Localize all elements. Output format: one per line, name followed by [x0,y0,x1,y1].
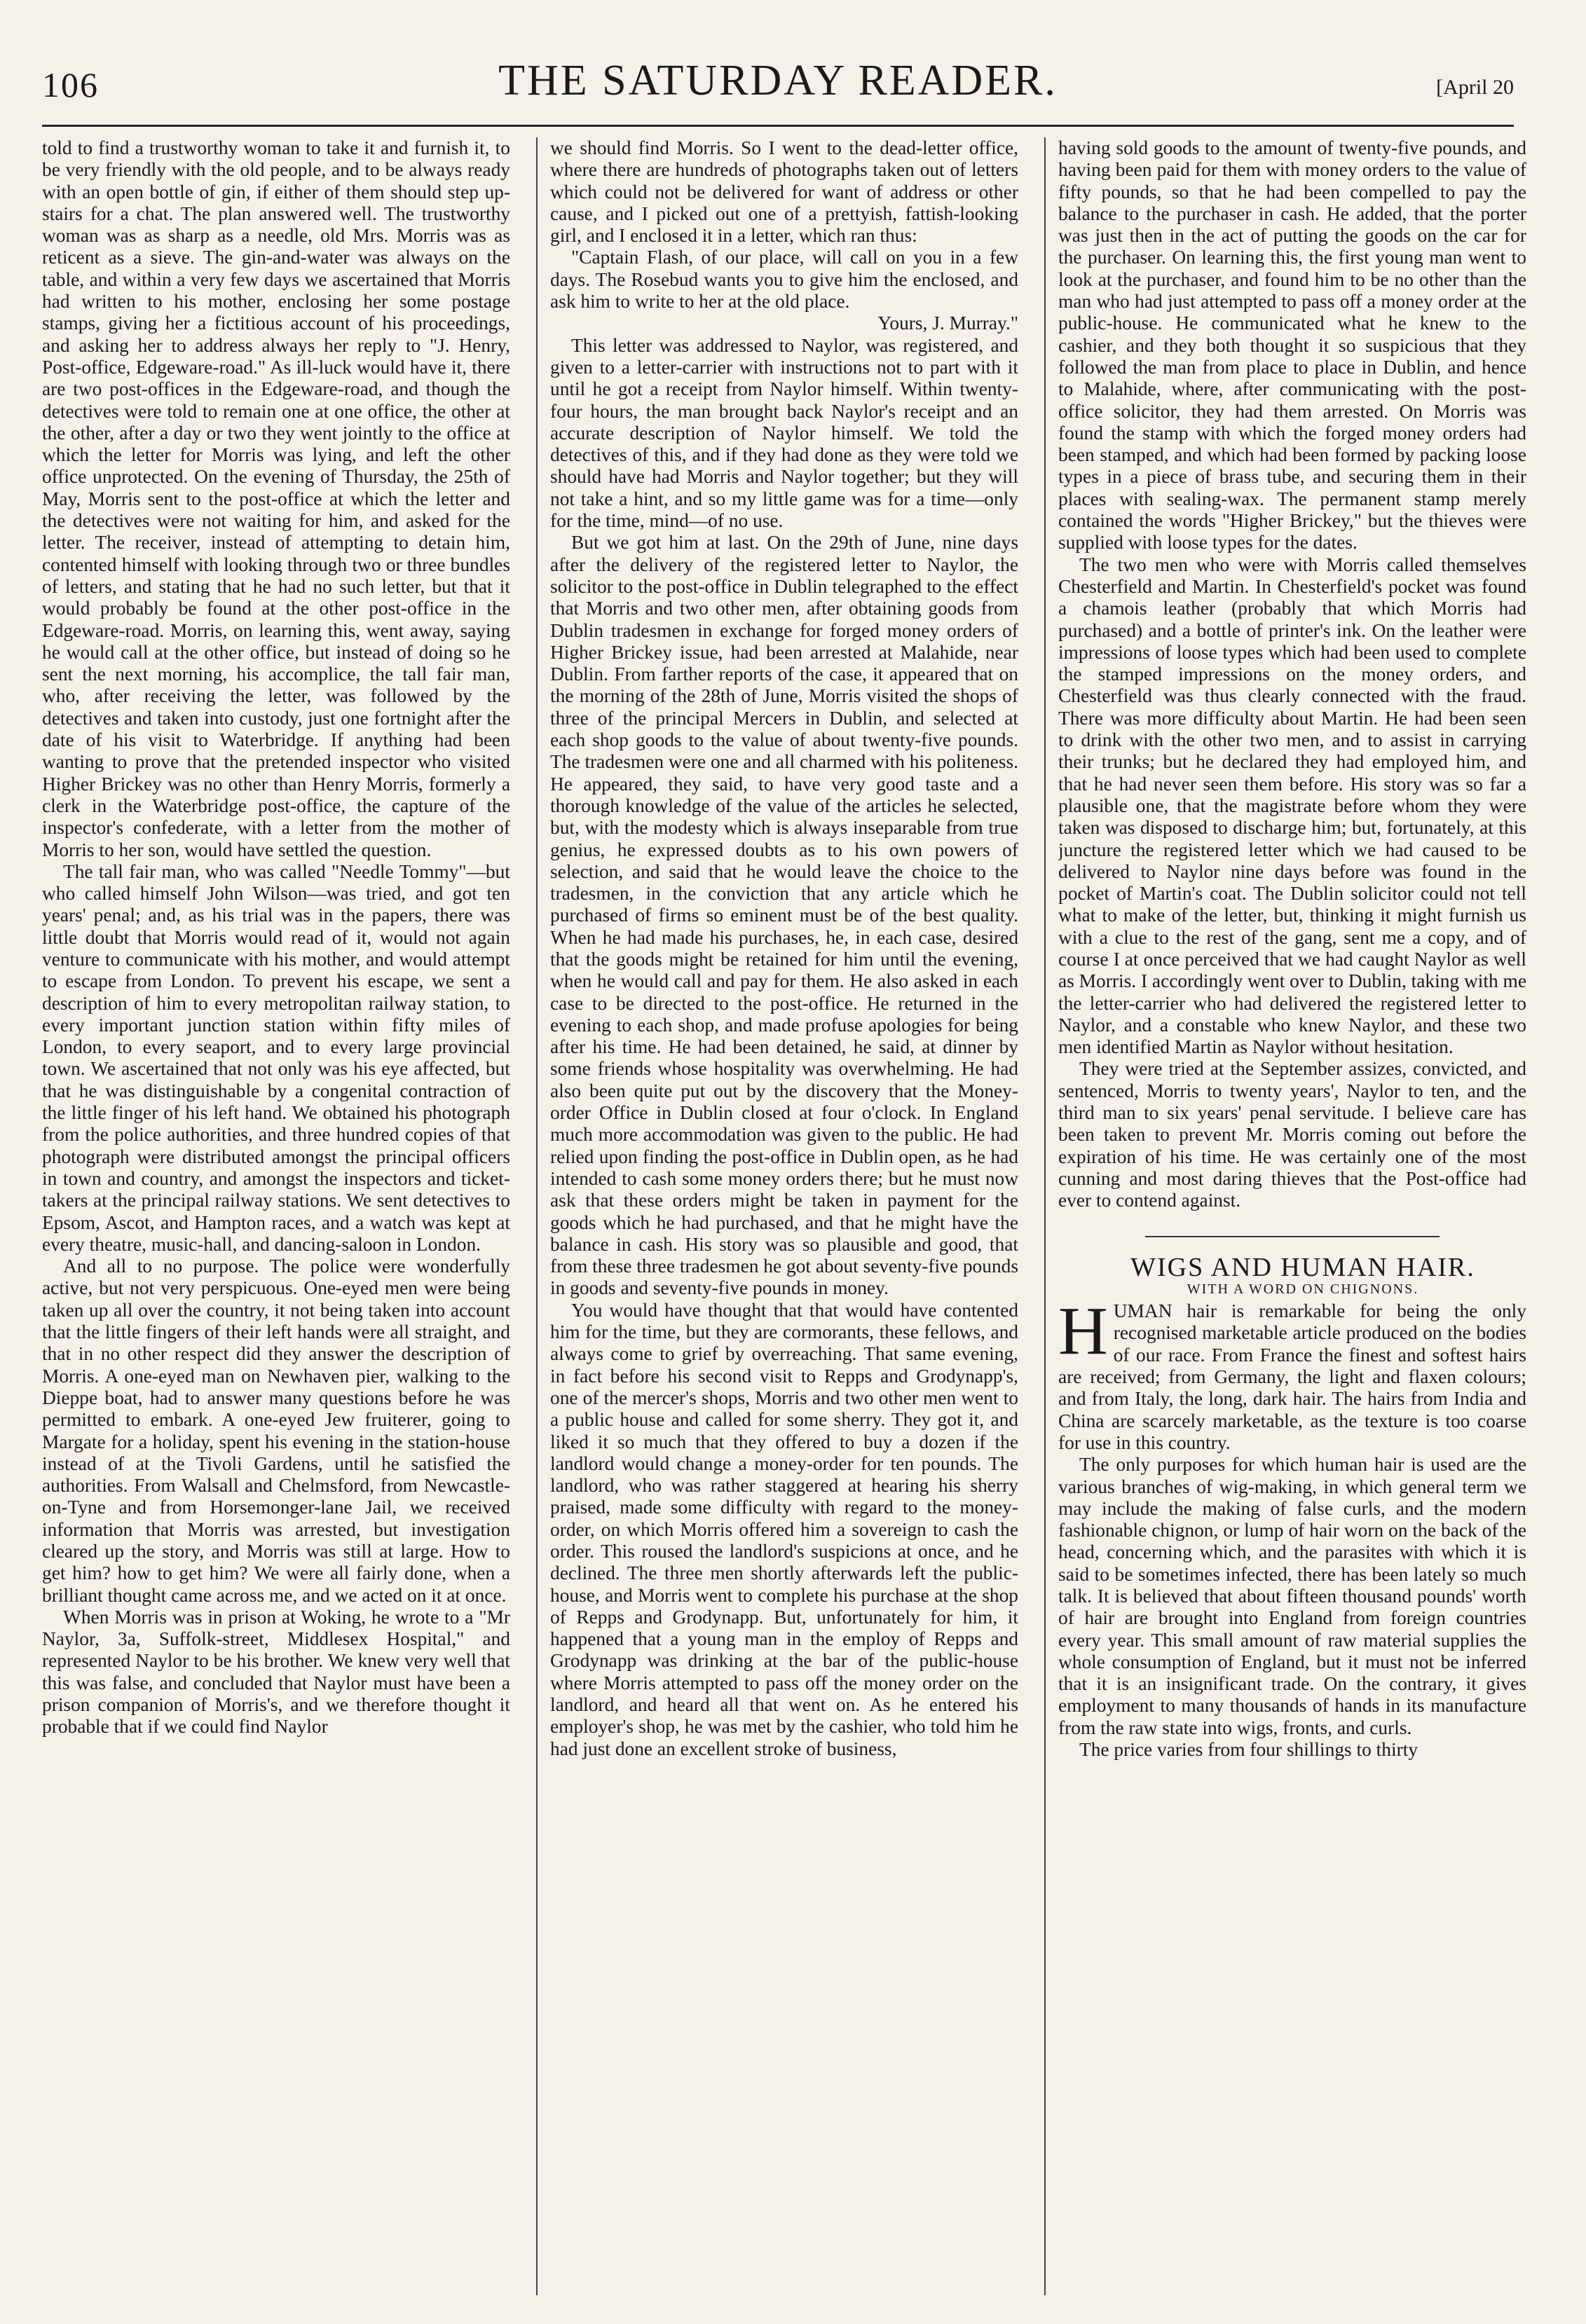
paragraph: This letter was addressed to Naylor, was registered, and given to a letter-carrier with instructions not to part with it until he got a receipt from Naylor himself. Within twenty-four hours, the man brought back Naylor's receipt and an accurate description of Naylor himself. We told the detectives of this, and if they had done as they were told we should have had Morris and Naylor together; but they will not take a hint, and so my little game was for a time—only for the time, mind—of no use. [550,334,1018,532]
column-divider [536,137,538,2295]
column-3 [1058,137,1526,2295]
publication-title: THE SATURDAY READER. [498,57,1058,104]
paragraph: You would have thought that that would have contented him for the time, but they are cormorants, these fellows, and always come to grief by overreaching. That same evening, in fact before his second visit to Repps and Grodynapp's, one of the mercer's shops, Morris and two other men went to a public house and called for some sherry. They got it, and liked it so much that they offered to buy a dozen if the landlord would change a money-order for ten pounds. The landlord, who was rather staggered at hearing his sherry praised, made some difficulty with regard to the money-order, on which Morris offered him a sovereign to cash the order. This roused the landlord's suspicions at once, and he declined. The three men shortly afterwards left the public-house, and Morris went to complete his purchase at the shop of Repps and Grodynapp. But, unfortunately for him, it happened that a young man in the employ of Repps and Grodynapp was drinking at the bar of the public-house where Morris attempted to pass off the money order on the landlord, and heard all that went on. As he entered his employer's shop, he was met by the cashier, who told him he had just done an excellent stroke of business, [550,1299,1018,1759]
letter-signature: Yours, J. Murray." [877,312,1018,334]
paragraph: The tall fair man, who was called "Needle Tommy"—but who called himself John Wilson—was tried, and got ten years' penal; and, as his trial was in the papers, there was little doubt that Morris would read of it, would not again venture to communicate with his mother, and would attempt to escape from London. To prevent his escape, we sent a description of him to every metropolitan railway station, to every important junction station within fifty miles of London, to every seaport, and to every large provincial town. We ascertained that not only was his eye affected, but that he was distinguishable by a congenital contraction of the little finger of his left hand. We obtained his photograph from the police authorities, and three hundred copies of that photograph were distributed amongst the principal officers in town and country, and amongst the inspectors and ticket-takers at the principal railway stations. We sent detectives to Epsom, Ascot, and Hampton races, and a watch was kept at every theatre, music-hall, and dancing-saloon in London. [42,860,510,1255]
column-divider [1044,137,1046,2295]
column-2 [550,137,1018,2295]
issue-date: [April 20 [1436,76,1514,99]
paragraph: But we got him at last. On the 29th of June, nine days after the delivery of the registered letter to Naylor, the solicitor to the post-office in Dublin telegraphed to the effect that Morris and two other men, after obtaining goods from Dublin tradesmen in exchange for forged money orders of Higher Brickey issue, had been arrested at Malahide, near Dublin. From farther reports of the case, it appeared that on the morning of the 28th of June, Morris visited the shops of three of the principal Mercers in Dublin, and selected at each shop goods to the value of about twenty-five pounds. The tradesmen were one and all charmed with his politeness. He appeared, they said, to have very good taste and a thorough knowledge of the value of the articles he selected, but, with the modesty which is always inseparable from true genius, he expressed doubts as to his own powers of selection, and said that he would leave the choice to the tradesmen, in the conviction that any article which he purchased of firms so eminent must be of the best quality. When he had made his purchases, he, in each case, desired that the goods might be retained for him until the evening, when he would call and pay for them. He also asked in each case to be directed to the post-office. He returned in the evening to each shop, and made profuse apologies for being after his time. He had been detained, he said, at dinner by some friends whose hospitality was overwhelming. He had also been quite put out by the discovery that the Money-order Office in Dublin closed at four o'clock. In England much more accommodation was given to the public. He had relied upon finding the post-office in Dublin open, as he had intended to cash some money orders there; but he must now ask that these orders might be taken in payment for the goods which he had purchased, and that he might have the balance in cash. His story was so plausible and good, that from these three tradesmen he got about seventy-five pounds in goods and seventy-five pounds in money. [550,532,1018,1299]
masthead-rule [42,125,1514,127]
paragraph: having sold goods to the amount of twenty-five pounds, and having been paid for them with money orders to the value of fifty pounds, so that he had been compelled to pay the balance to the purchaser in cash. He added, that the porter was just then in the act of putting the goods on the car for the purchaser. On learning this, the first young man went to look at the purchaser, and found him to be no other than the man who had just attempted to pass off a money order at the public-house. He communicated what he knew to the cashier, and they both thought it so suspicious that they followed the man from place to place in Dublin, and hence to Malahide, where, after communicating with the post-office solicitor, they had them arrested. On Morris was found the stamp with which the forged money orders had been stamped, and which had been formed by packing loose types in a piece of brass tube, and securing them in their places with sealing-wax. The permanent stamp merely contained the words "Higher Brickey," but the thieves were supplied with loose types for the dates. [1058,137,1526,554]
article-opening-paragraph [1058,1293,1526,1454]
article-subtitle: WITH A WORD ON CHIGNONS. [1187,1281,1419,1297]
paragraph: They were tried at the September assizes, convicted, and sentenced, Morris to twenty years', Naylor to ten, and the third man to six years' penal servitude. I believe care has been taken to prevent Mr. Morris coming out before the expiration of his time. He was certainly one of the most cunning and most daring thieves that the Post-office had ever to contend against. [1058,1058,1526,1211]
page-number: 106 [42,65,99,104]
article-title: WIGS AND HUMAN HAIR. [1130,1252,1475,1282]
article-separator [1145,1236,1440,1237]
drop-cap: H [1058,1293,1108,1370]
paragraph: The two men who were with Morris called themselves Chesterfield and Martin. In Chesterfield's pocket was found a chamois leather (probably that which Morris had purchased) and a bottle of printer's ink. On the leather were impressions of loose types which had been used to complete the stamped impressions on the money orders, and Chesterfield was thus clearly connected with the fraud. There was more difficulty about Martin. He had been seen to drink with the other two men, and to assist in carrying their trunks; but he declared they had employed him, and that he had never seen them before. His story was so far a plausible one, that the magistrate before whom they were taken was disposed to discharge him; but, fortunately, at this juncture the registered letter which we had caused to be delivered to Naylor nine days before was found in the pocket of Martin's coat. The Dublin solicitor could not tell what to make of the letter, but, thinking it might furnish us with a clue to the rest of the gang, sent me a copy, and of course I at once perceived that we had caught Naylor as well as Morris. I accordingly went over to Dublin, taking with me the letter-carrier who had delivered the registered letter to Naylor, and a constable who knew Naylor, and these two men identified Martin as Naylor without hesitation. [1058,554,1526,1058]
paragraph-text: UMAN hair is remarkable for being the only recognised marketable article produced on the bodies of our race. From France the finest and softest hairs are received; from Germany, the light and flaxen colours; and from Italy, the long, dark hair. The hairs from India and China are scarcely marketable, as the texture is too coarse for use in this country. [1058,1300,1526,1453]
masthead [42,56,1514,119]
paragraph: The only purposes for which human hair is used are the various branches of wig-making, in which general term we may include the making of false curls, and the modern fashionable chignon, or lump of hair worn on the back of the head, concerning which, and the parasites with which it is said to be sometimes infected, there has been lately so much talk. It is believed that about fifteen thousand pounds' worth of hair are brought into England from foreign countries every year. This small amount of raw material supplies the whole consumption of England, but it must not be inferred that it is an insignificant trade. On the contrary, it gives employment to many thousands of hands in its manufacture from the raw state into wigs, fronts, and curls. [1058,1454,1526,1738]
column-1 [42,137,510,2295]
paragraph: The price varies from four shillings to thirty [1079,1739,1418,1761]
paragraph: And all to no purpose. The police were wonderfully active, but not very perspicuous. One-eyed men were being taken up all over the country, it not being taken into account that the little fingers of their left hands were all straight, and that in no other respect did they answer the description of Morris. A one-eyed man on Newhaven pier, walking to the Dieppe boat, had to answer many questions before he was permitted to embark. A one-eyed Jew fruiterer, going to Margate for a holiday, spent his evening in the station-house instead of at the Tivoli Gardens, until he satisfied the authorities. From Walsall and Chelmsford, from Newcastle-on-Tyne and from Horsemonger-lane Jail, we received information that Morris was arrested, but investigation cleared up the story, and Morris was still at large. How to get him? how to get him? We were all fairly done, when a brilliant thought came across me, and we acted on it at once. [42,1256,510,1606]
paragraph: told to find a trustworthy woman to take it and furnish it, to be very friendly with the old people, and to be always ready with an open bottle of gin, if either of them should step up-stairs for a chat. The plan answered well. The trustworthy woman was as sharp as a needle, old Mrs. Morris was as reticent as a sieve. The gin-and-water was always on the table, and within a very few days we ascertained that Morris had written to his mother, enclosing her some postage stamps, giving her a fictitious account of his proceedings, and asking her to address always her reply to "J. Henry, Post-office, Edgeware-road." As ill-luck would have it, there are two post-offices in the Edgeware-road, and though the detectives were told to remain one at one office, the other at the other, after a day or two they went jointly to the office at which the letter for Morris was lying, and left the other office unprotected. On the evening of Thursday, the 25th of May, Morris sent to the post-office at which the letter and the detectives were not waiting for him, and asked for the letter. The receiver, instead of attempting to detain him, contented himself with looking through two or three bundles of letters, and stating that he had no such letter, but that it would probably be found at the other post-office in the Edgeware-road. Morris, on learning this, went away, saying he would call at the other office, but instead of doing so he sent the next morning, his accomplice, the tall fair man, who, after receiving the letter, was followed by the detectives and taken into custody, just one fortnight after the date of his visit to Waterbridge. If anything had been wanting to prove that the pretended inspector who visited Higher Brickey was no other than Henry Morris, formerly a clerk in the Waterbridge post-office, the capture of the inspector's confederate, with a letter from the mother of Morris to her son, would have settled the question. [42,137,510,860]
quoted-letter: "Captain Flash, of our place, will call on you in a few days. The Rosebud wants you to give him the enclosed, and ask him to write to her at the old place. [550,247,1018,312]
paragraph: we should find Morris. So I went to the dead-letter office, where there are hundreds of photographs taken out of letters which could not be delivered for want of address or other cause, and I picked out one of a prettyish, fattish-looking girl, and I enclosed it in a letter, which ran thus: [550,137,1018,247]
paragraph: When Morris was in prison at Woking, he wrote to a "Mr Naylor, 3a, Suffolk-street, Middlesex Hospital," and represented Naylor to be his brother. We knew very well that this was false, and concluded that Naylor must have been a prison companion of Morris's, and we therefore thought it probable that if we could find Naylor [42,1606,510,1738]
